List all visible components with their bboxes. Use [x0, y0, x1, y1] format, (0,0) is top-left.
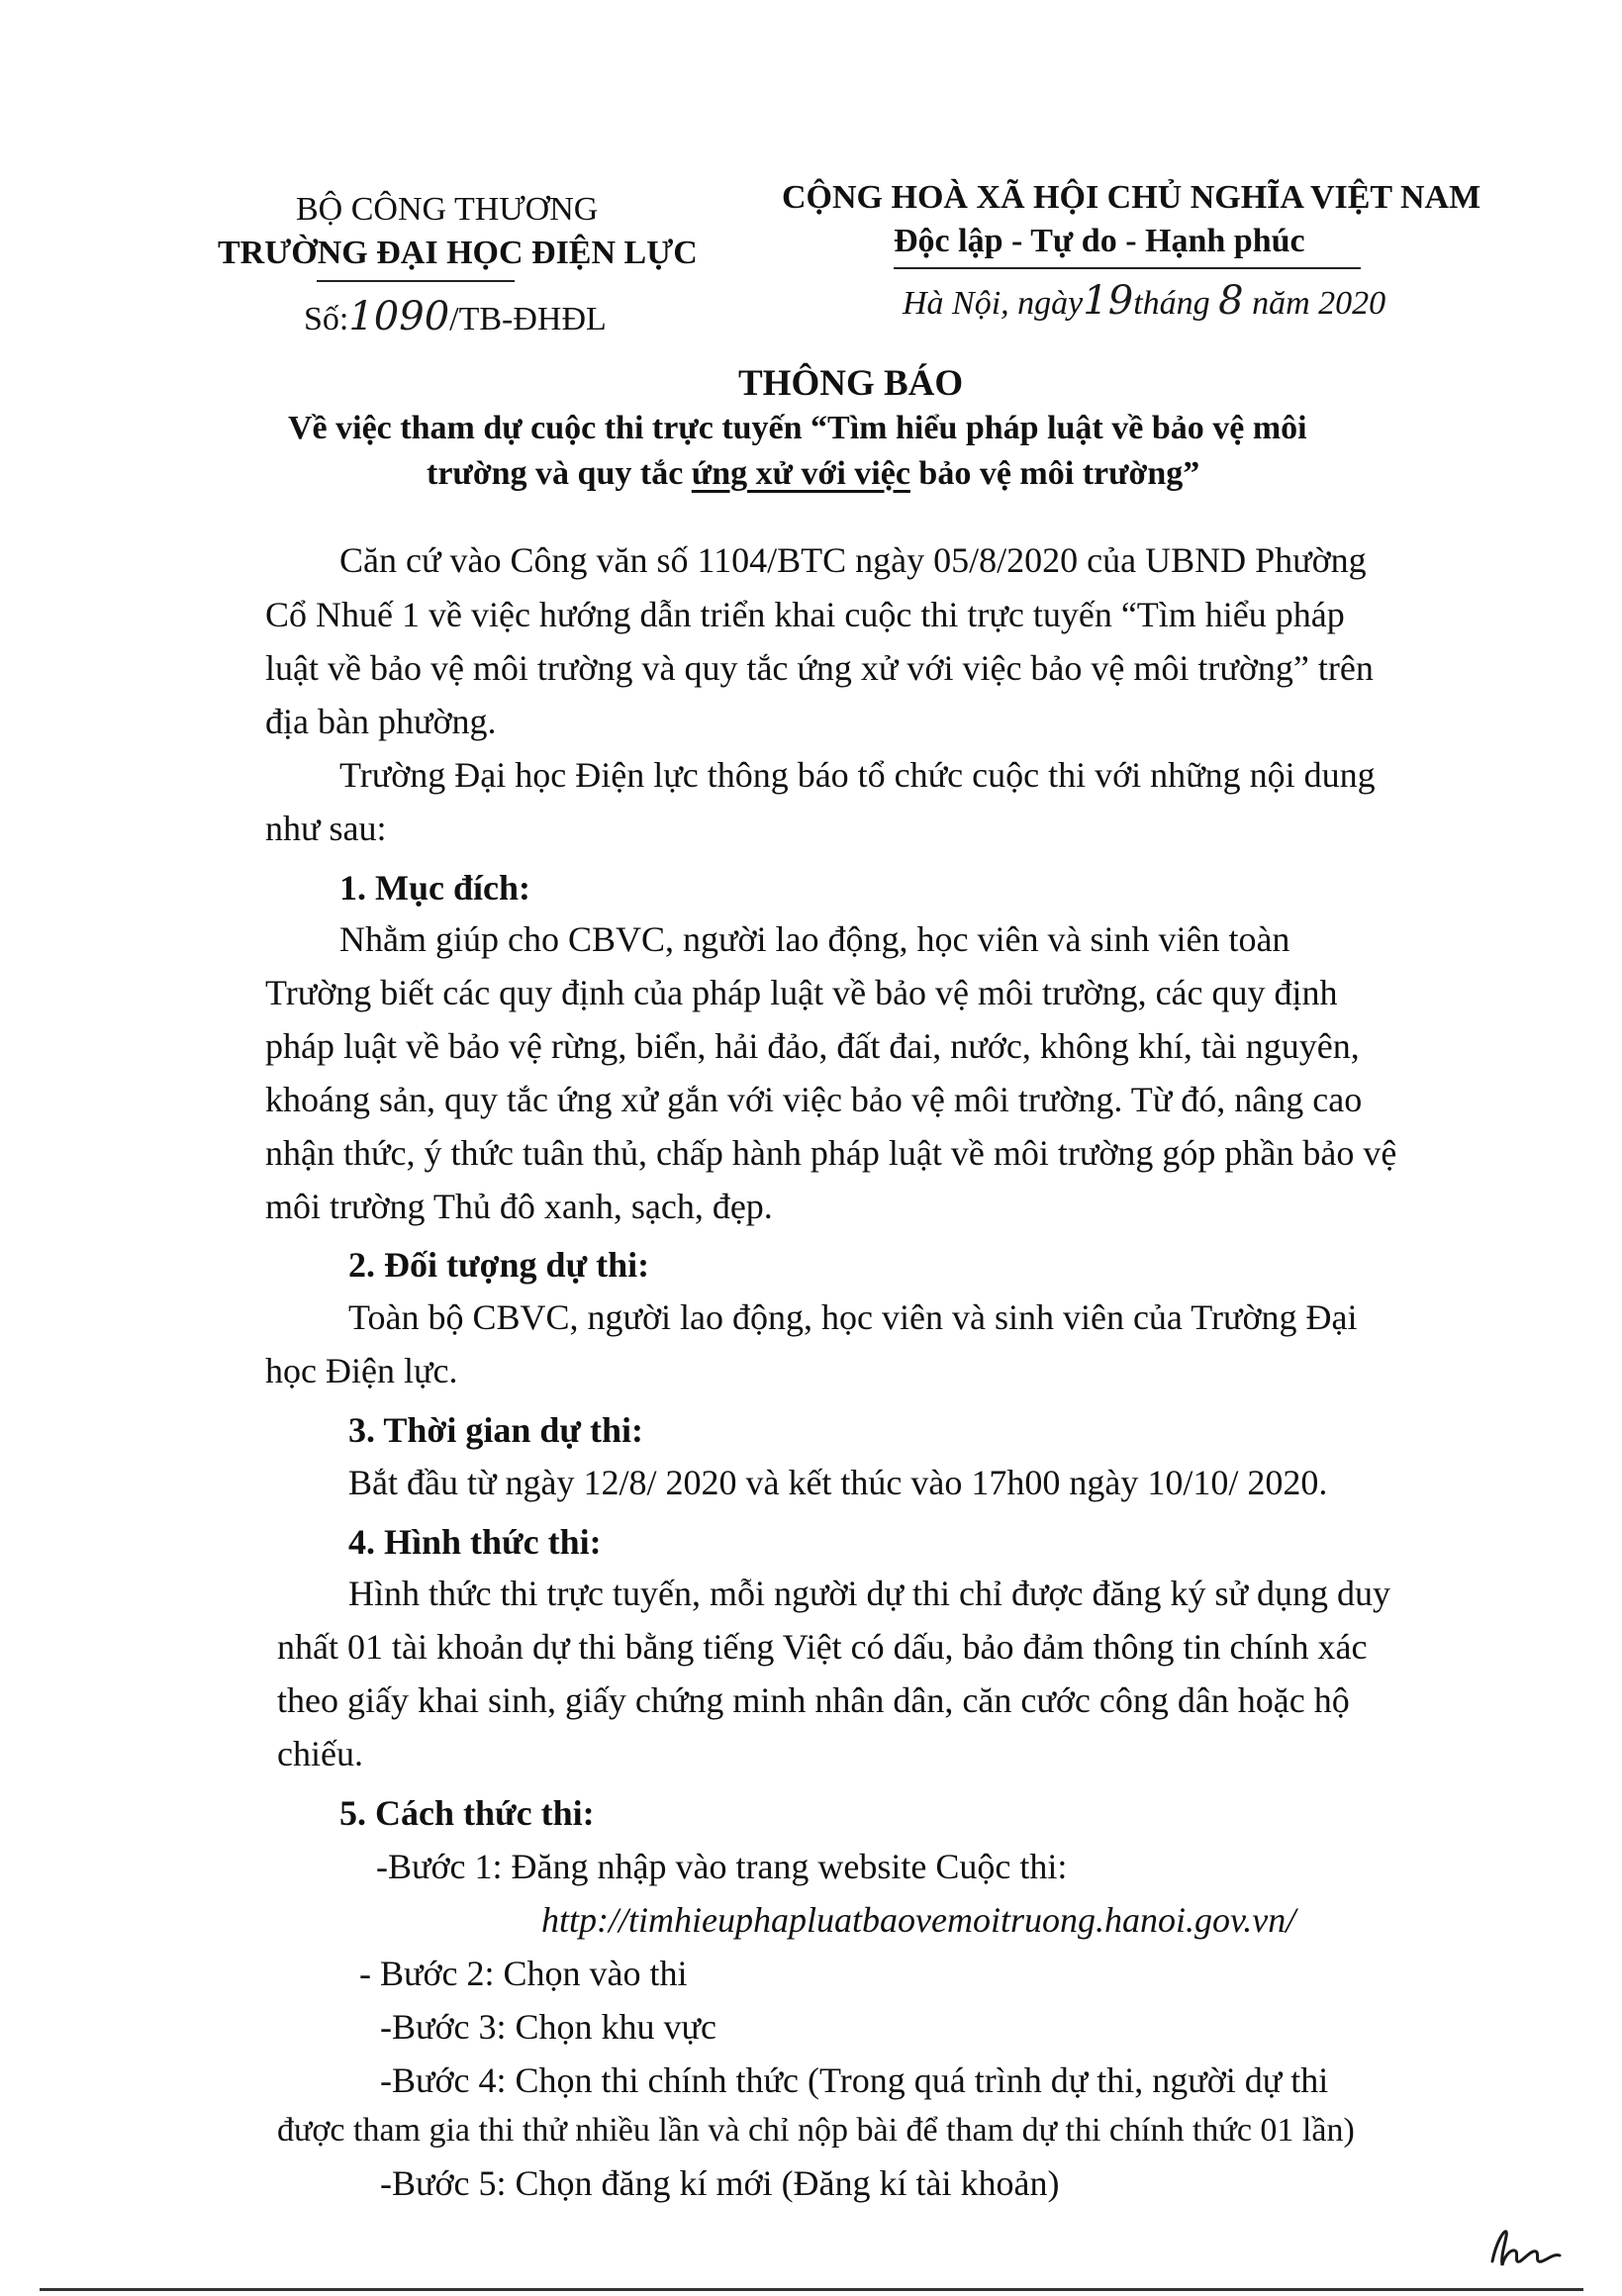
subject-line-1: Về việc tham dự cuộc thi trực tuyến “Tìm hiểu pháp luật về bảo vệ môi [288, 410, 1307, 446]
subject-line-2 [427, 455, 1199, 493]
step-1-url: http://timhieuphapluatbaovemoitruong.hanoi.gov.vn/ [541, 1900, 1296, 1940]
initials-signature-mark [1484, 2222, 1564, 2276]
section-2-line: học Điện lực. [265, 1351, 458, 1390]
date-year: năm 2020 [1252, 285, 1386, 322]
number-handwritten: 1090 [348, 294, 450, 339]
intro-line: Cổ Nhuế 1 về việc hướng dẫn triển khai cuộc thi trực tuyến “Tìm hiểu pháp [265, 595, 1345, 634]
step-4-line-2: được tham gia thi thử nhiều lần và chỉ nộp bài để tham dự thi chính thức 01 lần) [277, 2112, 1355, 2149]
date-month-label: tháng [1133, 285, 1210, 322]
document-number [304, 294, 607, 339]
section-4-line: nhất 01 tài khoản dự thi bằng tiếng Việt có dấu, bảo đảm thông tin chính xác [277, 1627, 1368, 1667]
section-4-heading: 4. Hình thức thi: [348, 1522, 602, 1562]
announce-line: như sau: [265, 809, 387, 848]
section-2-line: Toàn bộ CBVC, người lao động, học viên và sinh viên của Trường Đại [348, 1297, 1358, 1337]
step-4-line-1: -Bước 4: Chọn thi chính thức (Trong quá trình dự thi, người dự thi [380, 2060, 1329, 2100]
date-day-handwritten: 19 [1083, 278, 1134, 324]
date-prefix: Hà Nội, ngày [903, 285, 1084, 322]
section-4-line: theo giấy khai sinh, giấy chứng minh nhân dân, căn cước công dân hoặc hộ [277, 1680, 1350, 1720]
section-1-line: Nhằm giúp cho CBVC, người lao động, học viên và sinh viên toàn [339, 919, 1290, 959]
document-date [903, 278, 1386, 324]
university-underline [317, 280, 515, 282]
number-suffix: /TB-ĐHĐL [449, 301, 607, 337]
country-name: CỘNG HOÀ XÃ HỘI CHỦ NGHĨA VIỆT NAM [782, 179, 1481, 216]
section-1-line: nhận thức, ý thức tuân thủ, chấp hành pháp luật về môi trường góp phần bảo vệ [265, 1133, 1397, 1173]
motto-underline [894, 267, 1361, 269]
number-prefix: Số: [304, 301, 349, 337]
subject-line-2-end: bảo vệ môi trường” [909, 455, 1200, 492]
section-3-line: Bắt đầu từ ngày 12/8/ 2020 và kết thúc vào 17h00 ngày 10/10/ 2020. [348, 1463, 1328, 1502]
section-1-line: môi trường Thủ đô xanh, sạch, đẹp. [265, 1187, 773, 1226]
intro-line: Căn cứ vào Công văn số 1104/BTC ngày 05/8/2020 của UBND Phường [339, 540, 1367, 580]
step-5: -Bước 5: Chọn đăng kí mới (Đăng kí tài khoản) [380, 2163, 1060, 2203]
intro-line: địa bàn phường. [265, 702, 497, 741]
section-1-line: Trường biết các quy định của pháp luật về bảo vệ môi trường, các quy định [265, 973, 1338, 1012]
ministry-name: BỘ CÔNG THƯƠNG [296, 191, 599, 228]
section-1-line: pháp luật về bảo vệ rừng, biển, hải đảo, đất đai, nước, không khí, tài nguyên, [265, 1026, 1360, 1066]
step-2: - Bước 2: Chọn vào thi [359, 1954, 688, 1993]
announce-line: Trường Đại học Điện lực thông báo tổ chức cuộc thi với những nội dung [339, 755, 1376, 795]
section-1-heading: 1. Mục đích: [339, 868, 530, 908]
step-1: -Bước 1: Đăng nhập vào trang website Cuộc thi: [376, 1847, 1068, 1886]
intro-line: luật về bảo vệ môi trường và quy tắc ứng xử với việc bảo vệ môi trường” trên [265, 648, 1374, 688]
section-1-line: khoáng sản, quy tắc ứng xử gắn với việc bảo vệ môi trường. Từ đó, nâng cao [265, 1080, 1363, 1119]
section-5-heading: 5. Cách thức thi: [339, 1793, 595, 1833]
scan-bottom-edge [40, 2288, 1583, 2291]
step-3: -Bước 3: Chọn khu vực [380, 2007, 717, 2047]
national-motto: Độc lập - Tự do - Hạnh phúc [894, 223, 1305, 259]
subject-line-2-start: trường và quy tắc [427, 455, 692, 492]
section-4-line: chiếu. [277, 1734, 363, 1773]
document-title: THÔNG BÁO [738, 363, 964, 404]
section-2-heading: 2. Đối tượng dự thi: [348, 1245, 650, 1285]
section-3-heading: 3. Thời gian dự thi: [348, 1410, 643, 1450]
section-4-line: Hình thức thi trực tuyến, mỗi người dự thi chỉ được đăng ký sử dụng duy [348, 1574, 1391, 1613]
university-name: TRƯỜNG ĐẠI HỌC ĐIỆN LỰC [218, 235, 698, 271]
date-month-handwritten: 8 [1218, 278, 1244, 324]
subject-line-2-underlined: ứng xử với việc [691, 455, 910, 492]
